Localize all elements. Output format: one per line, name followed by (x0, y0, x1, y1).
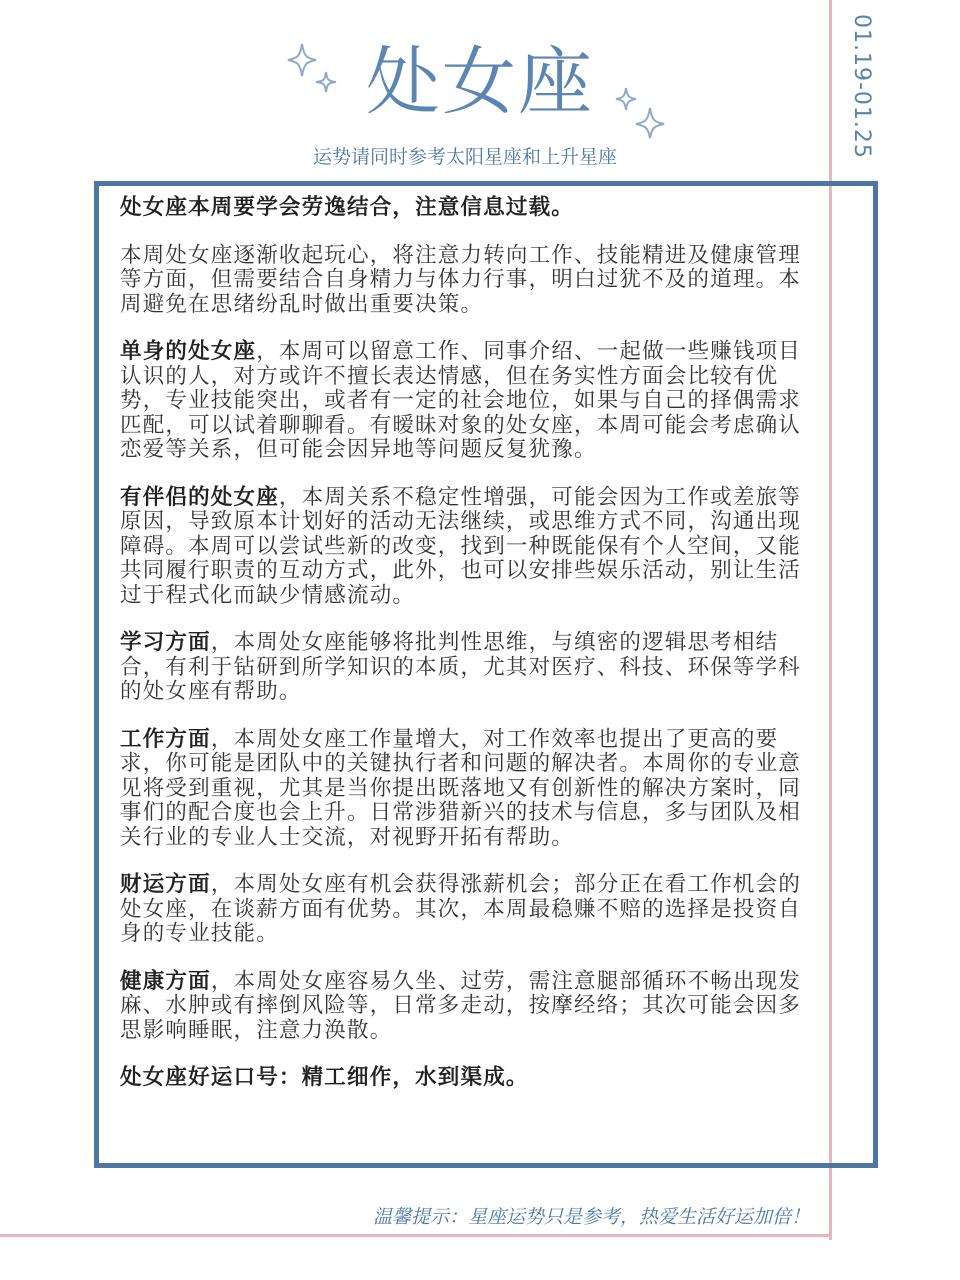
page-subtitle: 运势请同时参考太阳星座和上升星座 (312, 146, 617, 168)
pink-horizontal-line (0, 1234, 832, 1237)
footer-tip: 温馨提示：星座运势只是参考，热爱生活好运加倍！ (372, 1206, 810, 1228)
summary-line: 处女座本周要学会劳逸结合，注意信息过载。 (120, 195, 575, 220)
section-study: 学习方面，本周处女座能够将批判性思维，与缜密的逻辑思考相结合，有利于钻研到所学知识的本质，尤其对医疗、科技、环保等学科的处女座有帮助。 (120, 630, 802, 704)
section-partnered: 有伴侣的处女座，本周关系不稳定性增强，可能会因为工作或差旅等原因，导致原本计划好的活动无法继续，或思维方式不同，沟通出现障碍。本周可以尝试些新的改变，找到一种既能保有个人空间，又能共同履行职责的互动方式，此外，也可以安排些娱乐活动，别让生活过于程式化而缺少情感流动。 (120, 484, 802, 608)
sparkle-star-icon (286, 42, 342, 98)
section-single: 单身的处女座，本周可以留意工作、同事介绍、一起做一些赚钱项目认识的人，对方或许不擅长表达情感，但在务实性方面会比较有优势，专业技能突出，或者有一定的社会地位，如果与自己的择偶需求匹配，可以试着聊聊看。有暧昧对象的处女座，本周可能会考虑确认恋爱等关系，但可能会因异地等问题反复犹豫。 (120, 339, 802, 462)
page-title: 处女座 (366, 39, 594, 125)
sparkle-star-icon (612, 84, 668, 140)
section-wealth: 财运方面，本周处女座有机会获得涨薪机会；部分正在看工作机会的处女座，在谈薪方面有优势。其次，本周最稳赚不赔的选择是投资自身的专业技能。 (120, 872, 802, 946)
section-health: 健康方面，本周处女座容易久坐、过劳，需注意腿部循环不畅出现发麻、水肿或有摔倒风险等，日常多走动，按摩经络；其次可能会因多思影响睡眠，注意力涣散。 (120, 968, 802, 1043)
date-range: 01.19-01.25 (849, 14, 874, 159)
horoscope-content (120, 196, 820, 1114)
section-work: 工作方面，本周处女座工作量增大，对工作效率也提出了更高的要求，你可能是团队中的关键执行者和问题的解决者。本周你的专业意见将受到重视，尤其是当你提出既落地又有创新性的解决方案时，同事们的配合度也会上升。日常涉猎新兴的技术与信息，多与团队及相关行业的专业人士交流，对视野开拓有帮助。 (120, 726, 802, 850)
intro-paragraph: 本周处女座逐渐收起玩心，将注意力转向工作、技能精进及健康管理等方面，但需要结合自身精力与体力行事，明白过犹不及的道理。本周避免在思绪纷乱时做出重要决策。 (120, 242, 802, 317)
slogan-line: 处女座好运口号：精工细作，水到渠成。 (120, 1065, 529, 1090)
